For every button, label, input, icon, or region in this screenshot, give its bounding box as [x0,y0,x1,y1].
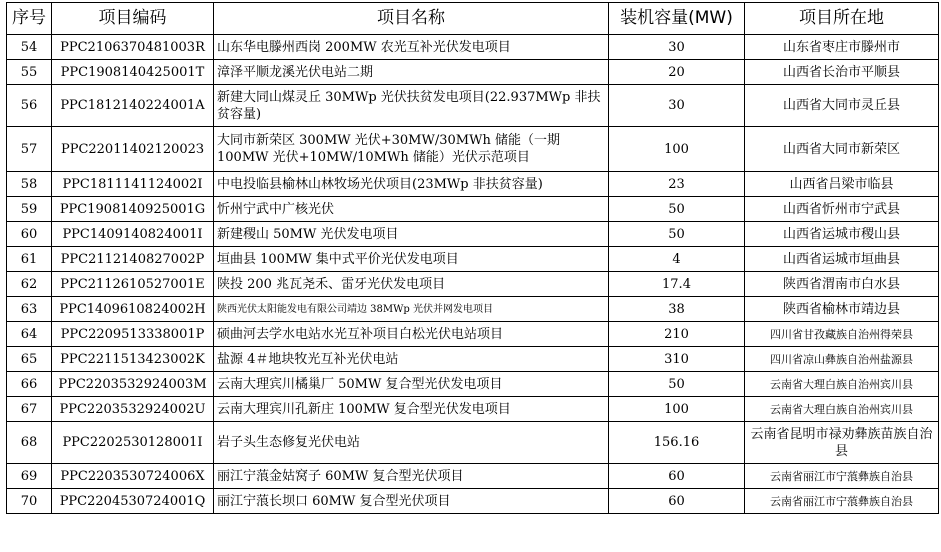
row-location: 云南省昆明市禄劝彝族苗族自治县 [745,422,939,464]
row-no: 65 [7,347,52,372]
row-code: PPC2201140212002З [52,127,214,172]
row-capacity: 310 [609,347,745,372]
col-header-code: 项目编码 [52,3,214,35]
row-name: 中电投临县榆林山林牧场光伏项目(23MWp 非扶贫容量) [214,172,609,197]
row-location: 山西省吕梁市临县 [745,172,939,197]
row-code: PPC2209513338001P [52,322,214,347]
row-no: 61 [7,247,52,272]
table-row [7,60,939,85]
row-capacity: 30 [609,35,745,60]
table-row [7,422,939,464]
row-code: PPC2203532924003M [52,372,214,397]
col-header-name: 项目名称 [214,3,609,35]
row-name: 硕曲河去学水电站水光互补项目白松光伏电站项目 [214,322,609,347]
row-capacity: 50 [609,372,745,397]
row-code: PPC2203530724006X [52,464,214,489]
row-location: 山西省运城市稷山县 [745,222,939,247]
row-capacity: 156.16 [609,422,745,464]
row-capacity: 17.4 [609,272,745,297]
project-table [6,2,939,514]
row-location: 陕西省渭南市白水县 [745,272,939,297]
row-no: 66 [7,372,52,397]
row-capacity: 100 [609,397,745,422]
row-code: PPC2203532924002U [52,397,214,422]
col-header-no: 序号 [7,3,52,35]
row-code: PPC1811141124002I [52,172,214,197]
table-row [7,297,939,322]
row-no: 64 [7,322,52,347]
table-row [7,372,939,397]
row-no: 63 [7,297,52,322]
row-code: PPC1908140425001T [52,60,214,85]
row-capacity: 100 [609,127,745,172]
row-location: 云南省丽江市宁蒗彝族自治县 [745,489,939,514]
row-capacity: 60 [609,489,745,514]
row-name: 陕西光伏太阳能发电有限公司靖边 38MWp 光伏并网发电项目 [214,297,609,322]
row-code: PPC1812140224001A [52,85,214,127]
table-row [7,489,939,514]
table-row [7,272,939,297]
row-name: 新建大同山煤灵丘 30MWp 光伏扶贫发电项目(22.937MWp 非扶贫容量) [214,85,609,127]
row-no: 67 [7,397,52,422]
row-no: 56 [7,85,52,127]
row-name: 云南大理宾川橘巢厂 50MW 复合型光伏发电项目 [214,372,609,397]
table-row [7,247,939,272]
row-location: 山西省长治市平顺县 [745,60,939,85]
row-name: 新建稷山 50MW 光伏发电项目 [214,222,609,247]
row-name: 岩子头生态修复光伏电站 [214,422,609,464]
row-capacity: 38 [609,297,745,322]
row-code: PPC2204530724001Q [52,489,214,514]
row-capacity: 4 [609,247,745,272]
row-location: 云南省大理白族自治州宾川县 [745,397,939,422]
table-row [7,127,939,172]
row-name: 丽江宁蒗长坝口 60MW 复合型光伏项目 [214,489,609,514]
row-code: PPC2112140827002P [52,247,214,272]
row-location: 山东省枣庄市滕州市 [745,35,939,60]
row-no: 62 [7,272,52,297]
row-no: 68 [7,422,52,464]
row-no: 58 [7,172,52,197]
col-header-capacity: 装机容量(MW) [609,3,745,35]
table-row [7,397,939,422]
row-code: PPC1409140824001I [52,222,214,247]
row-capacity: 20 [609,60,745,85]
table-row [7,347,939,372]
row-capacity: 50 [609,222,745,247]
row-no: 59 [7,197,52,222]
row-no: 57 [7,127,52,172]
row-location: 山西省大同市灵丘县 [745,85,939,127]
table-row [7,222,939,247]
row-location: 四川省甘孜藏族自治州得荣县 [745,322,939,347]
table-row [7,172,939,197]
table-row [7,464,939,489]
row-code: PPC1908140925001G [52,197,214,222]
row-name: 垣曲县 100MW 集中式平价光伏发电项目 [214,247,609,272]
row-no: 60 [7,222,52,247]
row-name: 云南大理宾川孔新庄 100MW 复合型光伏发电项目 [214,397,609,422]
row-location: 云南省大理白族自治州宾川县 [745,372,939,397]
row-name: 大同市新荣区 300MW 光伏+30MW/30MWh 储能（一期 100MW 光伏+10MW/10MWh 储能）光伏示范项目 [214,127,609,172]
row-location: 四川省凉山彝族自治州盐源县 [745,347,939,372]
row-name: 盐源 4＃地块牧光互补光伏电站 [214,347,609,372]
row-capacity: 210 [609,322,745,347]
row-location: 山西省运城市垣曲县 [745,247,939,272]
row-no: 55 [7,60,52,85]
table-row [7,35,939,60]
header-row [7,3,939,35]
row-name: 漳泽平顺龙溪光伏电站二期 [214,60,609,85]
row-location: 山西省大同市新荣区 [745,127,939,172]
row-code: PPC2202530128001I [52,422,214,464]
row-location: 陕西省榆林市靖边县 [745,297,939,322]
row-capacity: 50 [609,197,745,222]
row-code: PPC2106370481003R [52,35,214,60]
row-no: 69 [7,464,52,489]
row-name: 忻州宁武中广核光伏 [214,197,609,222]
row-location: 云南省丽江市宁蒗彝族自治县 [745,464,939,489]
table-row [7,197,939,222]
row-code: PPC2211513423002K [52,347,214,372]
row-no: 54 [7,35,52,60]
row-code: PPC2112610527001E [52,272,214,297]
row-location: 山西省忻州市宁武县 [745,197,939,222]
row-capacity: 30 [609,85,745,127]
row-name: 丽江宁蒗金姑窝子 60MW 复合型光伏项目 [214,464,609,489]
table-row [7,322,939,347]
row-code: PPC1409610824002H [52,297,214,322]
row-name: 陕投 200 兆瓦尧禾、雷牙光伏发电项目 [214,272,609,297]
row-name: 山东华电滕州西岗 200MW 农光互补光伏发电项目 [214,35,609,60]
row-no: 70 [7,489,52,514]
table-row [7,85,939,127]
row-capacity: 23 [609,172,745,197]
row-capacity: 60 [609,464,745,489]
col-header-location: 项目所在地 [745,3,939,35]
